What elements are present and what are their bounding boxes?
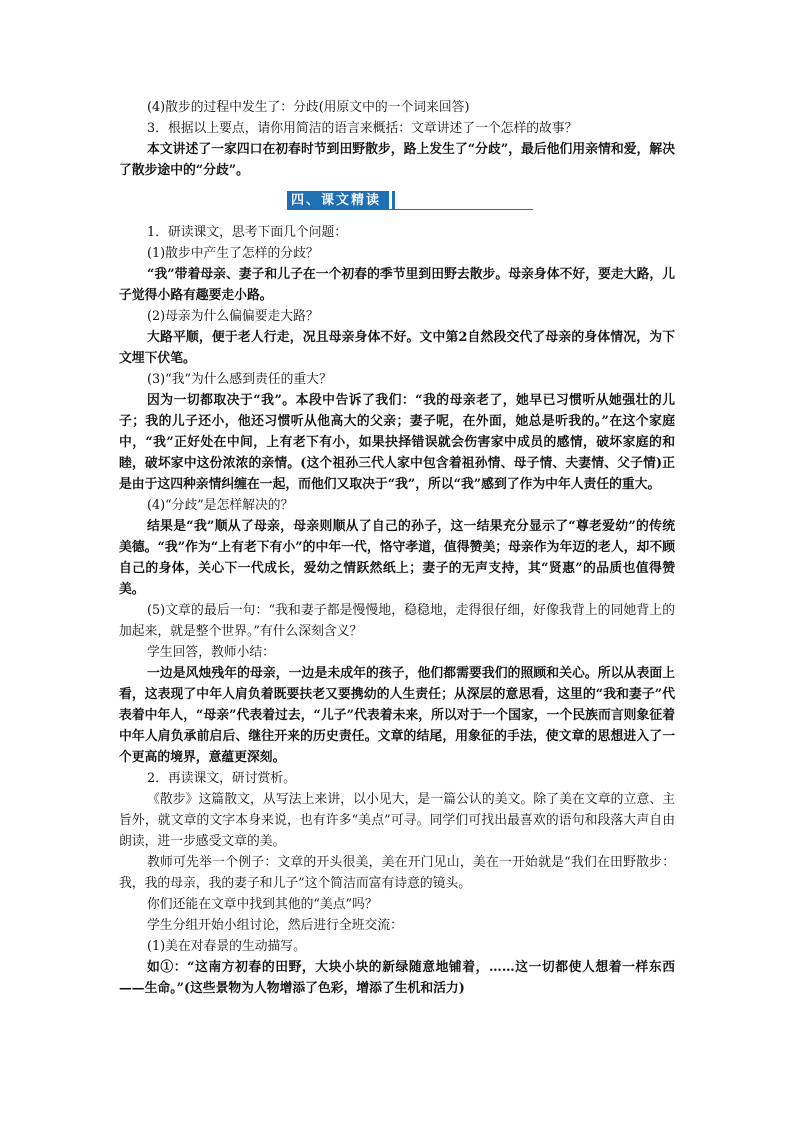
paragraph: “我”带着母亲、妻子和儿子在一个初春的季节里到田野去散步。母亲身体不好，要走大路，儿子觉得小路有趣要走小路。 xyxy=(119,267,675,303)
paragraph: 大路平顺，便于老人行走，况且母亲身体不好。文中第2自然段交代了母亲的身体情况，为下文埋下伏笔。 xyxy=(119,330,675,366)
paragraph: 本文讲述了一家四口在初春时节到田野散步，路上发生了“分歧”，最后他们用亲情和爱，解决了散步途中的“分歧”。 xyxy=(119,142,675,178)
paragraph: 如①：“这南方初春的田野，大块小块的新绿随意地铺着，……这一切都使人想着一样东西——生命。”(这些景物为人物增添了色彩，增添了生机和活力) xyxy=(119,960,675,996)
paragraph: 2．再读课文，研讨赏析。 xyxy=(147,771,296,786)
paragraph: 学生分组开始小组讨论，然后进行全班交流： xyxy=(147,918,403,933)
paragraph: 结果是“我”顺从了母亲，母亲则顺从了自己的孙子，这一结果充分显示了“尊老爱幼”的传统美德。“我”作为“上有老下有小”的中年一代，恪守孝道，值得赞美；母亲作为年迈的老人，却不顾自己的身体，关心下一代成长，爱幼之情跃然纸上；妻子的无声支持，其“贤惠”的品质也值得赞美。 xyxy=(119,519,675,597)
paragraph: (1)美在对春景的生动描写。 xyxy=(147,939,306,954)
paragraph: 你们还能在文章中找到其他的“美点”吗？ xyxy=(147,897,378,912)
paragraph: (3)“我”为什么感到责任的重大？ xyxy=(147,372,332,387)
section-underline xyxy=(287,209,533,210)
section-title: 四、课文精读 xyxy=(287,191,392,210)
paragraph: 《散步》这篇散文，从写法上来讲，以小见大，是一篇公认的美文。除了美在文章的立意、主旨外，就文章的文字本身来说，也有许多“美点”可寻。同学们可找出最喜欢的语句和段落大声自由朗读，进一步感受文章的美。 xyxy=(119,792,675,849)
paragraph: (4)散步的过程中发生了：分歧(用原文中的一个词来回答) xyxy=(147,100,470,115)
main-section xyxy=(119,222,675,999)
paragraph: (1)散步中产生了怎样的分歧？ xyxy=(147,246,319,261)
paragraph: (2)母亲为什么偏偏要走大路？ xyxy=(147,309,319,324)
section-header xyxy=(287,191,392,210)
paragraph: 一边是风烛残年的母亲，一边是未成年的孩子，他们都需要我们的照顾和关心。所以从表面上看，这表现了中年人肩负着既要扶老又要携幼的人生责任；从深层的意思看，这里的“我和妻子”代表着中年人，“母亲”代表着过去，“儿子”代表着未来，所以对于一个国家，一个民族而言则象征着中年人肩负承前启后、继往开来的历史责任。文章的结尾，用象征的手法，使文章的思想进入了一个更高的境界，意蕴更深刻。 xyxy=(119,666,675,765)
paragraph: 学生回答，教师小结： xyxy=(147,645,275,660)
paragraph: 教师可先举一个例子：文章的开头很美，美在开门见山，美在一开始就是“我们在田野散步：我，我的母亲，我的妻子和儿子”这个简洁而富有诗意的镜头。 xyxy=(119,855,675,891)
paragraph: 1．研读课文，思考下面几个问题： xyxy=(147,225,348,240)
paragraph: (5)文章的最后一句：“我和妻子都是慢慢地，稳稳地，走得很仔细，好像我背上的同她背上的加起来，就是整个世界。”有什么深刻含义？ xyxy=(119,603,675,639)
top-section xyxy=(119,97,675,181)
paragraph: 3．根据以上要点，请你用简洁的语言来概括：文章讲述了一个怎样的故事？ xyxy=(147,121,578,136)
paragraph: (4)“分歧”是怎样解决的？ xyxy=(147,498,294,513)
paragraph: 因为一切都取决于“我”。本段中告诉了我们：“我的母亲老了，她早已习惯听从她强壮的儿子；我的儿子还小，他还习惯听从他高大的父亲；妻子呢，在外面，她总是听我的。”在这个家庭中，“我”正好处在中间，上有老下有小，如果抉择错误就会伤害家中成员的感情，破坏家庭的和睦，破坏家中这份浓浓的亲情。(这个祖孙三代人家中包含着祖孙情、母子情、夫妻情、父子情)正是由于这四种亲情纠缠在一起，而他们又取决于“我”，所以“我”感到了作为中年人责任的重大。 xyxy=(119,393,675,492)
